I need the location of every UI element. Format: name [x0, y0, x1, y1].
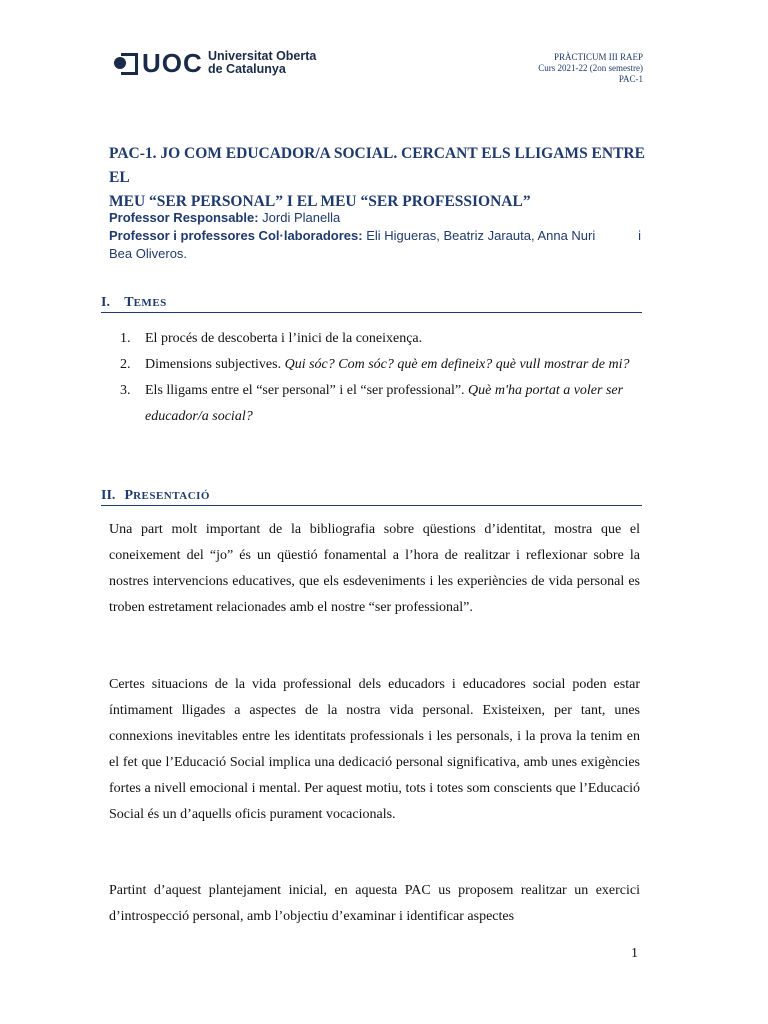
header-pac: PAC-1 [618, 74, 643, 84]
paragraph: Certes situacions de la vida professional dels educadors i educadores social poden estar íntimament lligades a aspectes de la nostra vida personal. Existeixen, per tant, unes connexions inevitables entre les identitats professionals i les personals, i la prova la tenim en el fet que l’Educació Social implica una dedicació personal significativa, amb unes exigències fortes a nivell emocional i mental. Per aquest motiu, tots i totes som conscients que l’Educació Social és un d’aquells oficis purament vocacionals. [109, 677, 640, 822]
list-item-number: 1. [120, 331, 131, 346]
section-number: I. [101, 295, 110, 310]
collab-names-a: Eli Higueras, Beatriz Jarauta, Anna Nuri [366, 228, 596, 243]
university-line1: Universitat Oberta [208, 49, 317, 63]
section-title-rest: EMES [133, 297, 167, 309]
section-title-rest: RESENTACIÓ [133, 490, 210, 502]
logo-uoc-text: UOC [142, 48, 203, 78]
section-number: II. [101, 488, 116, 503]
professor-responsable [109, 209, 641, 227]
list-item-italic: Què m'ha portat a voler ser educador/a social? [145, 383, 624, 424]
collab-names-b: i [638, 228, 641, 243]
uoc-logo [114, 50, 316, 76]
list-item-italic: Qui sóc? Com sóc? què em defineix? què vull mostrar de mi? [284, 357, 630, 372]
section-heading-presentacio [101, 488, 642, 506]
section-title [124, 295, 167, 310]
list-item-number: 3. [120, 383, 131, 398]
university-line2: de Catalunya [208, 62, 286, 76]
logo-bracket-icon [121, 53, 138, 75]
collab-line1 [109, 227, 595, 245]
header-subject: PRÀCTICUM III RAEP [553, 52, 643, 62]
collab-names-line2: Bea Oliveros. [109, 246, 188, 261]
uoc-logo-mark [114, 48, 203, 78]
section-title-initial: P [124, 488, 134, 503]
collab-label: Professor i professores Col·laboradores: [109, 228, 363, 243]
header-course: Curs 2021-22 (2on semestre) [538, 63, 643, 73]
section-heading-temes [101, 295, 642, 313]
temes-list [120, 326, 642, 430]
professor-collaborators [109, 227, 641, 245]
list-item-text [145, 352, 642, 378]
list-item-plain: Dimensions subjectives. [145, 357, 285, 372]
list-item [120, 352, 642, 378]
section-title-initial: T [124, 295, 134, 310]
list-item [120, 326, 642, 352]
responsable-label: Professor Responsable: [109, 210, 259, 225]
header-course-info [538, 52, 643, 85]
title-line1: PAC-1. JO COM EDUCADOR/A SOCIAL. CERCANT ELS LLIGAMS ENTRE EL [109, 145, 645, 186]
paragraph: Una part molt important de la bibliografia sobre qüestions d’identitat, mostra que el coneixement del “jo” és un qüestió fonamental a l’hora de realitzar i reflexionar sobre la nostres intervencions educatives, que els esdeveniments i les experiències de vida personal es troben estretament relacionades amb el nostre “ser professional”. [109, 522, 640, 615]
list-item-text [145, 378, 642, 430]
list-item-text [145, 326, 642, 352]
university-name [208, 50, 316, 76]
list-item-plain: Els lligams entre el “ser personal” i el “ser professional”. [145, 383, 469, 398]
paragraph: Partint d’aquest plantejament inicial, en aquesta PAC us proposem realitzar un exercici d’introspecció personal, amb l’objectiu d’examinar i identificar aspectes [109, 883, 640, 924]
list-item-plain: El procés de descoberta i l’inici de la coneixença. [145, 331, 423, 346]
document-title [109, 142, 649, 214]
professors-block [109, 209, 641, 263]
section-title [125, 488, 211, 503]
list-item [120, 378, 642, 430]
responsable-name: Jordi Planella [262, 210, 341, 225]
title-line2: MEU “SER PERSONAL” I EL MEU “SER PROFESSIONAL” [109, 193, 531, 210]
page-number: 1 [631, 946, 638, 961]
list-item-number: 2. [120, 357, 131, 372]
